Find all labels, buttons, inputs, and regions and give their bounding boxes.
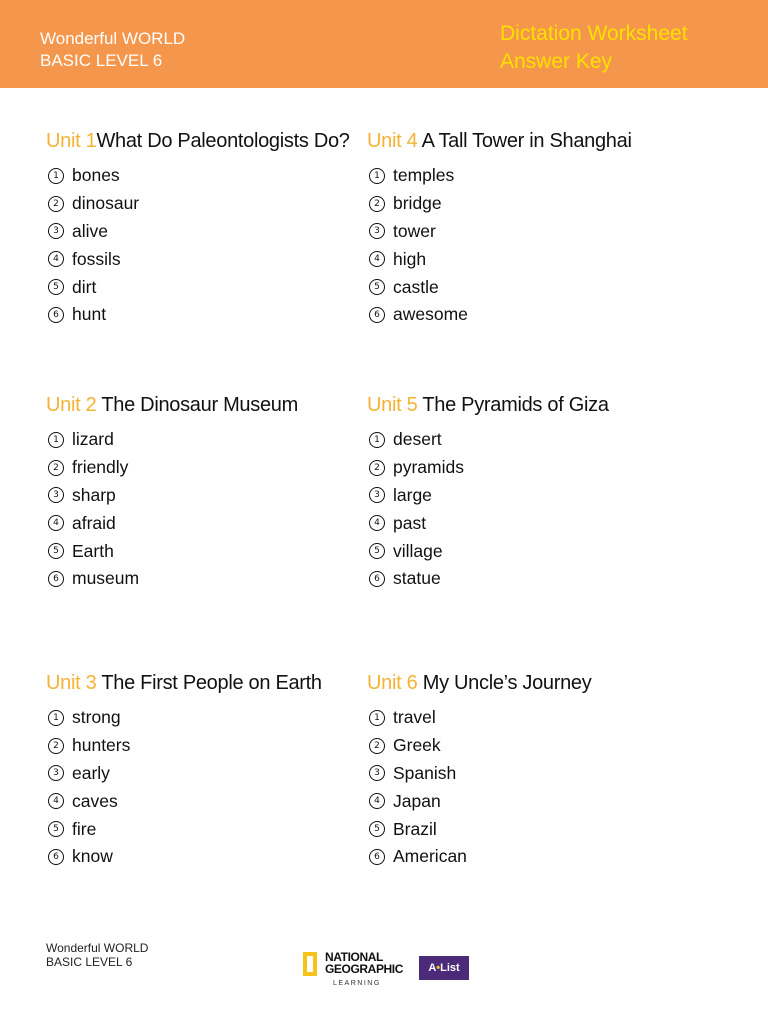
unit-name: What Do Paleontologists Do? — [96, 130, 350, 152]
answer-word: know — [72, 846, 113, 867]
answer-word: dinosaur — [72, 193, 140, 214]
answer-item — [367, 787, 687, 815]
circled-number: 6 — [369, 571, 385, 587]
answer-item — [367, 190, 687, 218]
circled-number: 3 — [369, 223, 385, 239]
unit-label: Unit 2 — [46, 394, 97, 416]
answer-word: lizard — [72, 429, 114, 450]
answer-word: bridge — [393, 193, 442, 214]
answer-word: Earth — [72, 540, 114, 561]
answer-item — [46, 732, 366, 760]
answer-word: hunters — [72, 735, 131, 756]
circled-number: 1 — [48, 432, 64, 448]
header-series: Wonderful WORLD — [40, 29, 186, 48]
publisher-line1: NATIONAL — [325, 950, 383, 964]
answer-item — [46, 273, 366, 301]
answer-item — [367, 509, 687, 537]
answer-list — [46, 426, 366, 593]
circled-number: 3 — [48, 487, 64, 503]
answer-word: Greek — [393, 735, 441, 756]
answer-item — [46, 426, 366, 454]
circled-number: 4 — [48, 793, 64, 809]
answer-item — [367, 732, 687, 760]
circled-number: 1 — [369, 710, 385, 726]
answer-item — [367, 482, 687, 510]
circled-number: 2 — [369, 460, 385, 476]
circled-number: 3 — [369, 765, 385, 781]
circled-number: 2 — [369, 196, 385, 212]
answer-word: caves — [72, 790, 118, 811]
answer-list — [367, 162, 687, 329]
yellow-border-icon — [303, 952, 317, 976]
circled-number: 6 — [48, 571, 64, 587]
unit-block — [367, 392, 687, 593]
unit-label: Unit 1 — [46, 130, 97, 152]
answer-word: tower — [393, 220, 436, 241]
header-series-info — [40, 28, 185, 72]
answer-word: high — [393, 248, 427, 269]
footer-level: BASIC LEVEL 6 — [46, 955, 133, 969]
circled-number: 5 — [369, 821, 385, 837]
unit-label: Unit 4 — [367, 130, 418, 152]
unit-name: My Uncle’s Journey — [422, 672, 592, 694]
circled-number: 6 — [369, 307, 385, 323]
answer-word: castle — [393, 276, 439, 297]
answer-word: awesome — [393, 304, 468, 325]
answer-word: Japan — [393, 790, 441, 811]
answer-word: American — [393, 846, 467, 867]
circled-number: 4 — [369, 515, 385, 531]
circled-number: 6 — [369, 849, 385, 865]
unit-name: A Tall Tower in Shanghai — [421, 130, 632, 152]
answer-word: statue — [393, 568, 441, 589]
unit-title — [367, 670, 687, 696]
answer-item — [46, 509, 366, 537]
unit-name: The First People on Earth — [101, 672, 322, 694]
answer-item — [367, 815, 687, 843]
a-list-logo — [419, 956, 469, 980]
unit-name: The Dinosaur Museum — [101, 394, 298, 416]
answer-item — [46, 162, 366, 190]
answer-item — [367, 537, 687, 565]
answer-word: past — [393, 512, 427, 533]
answer-item — [367, 273, 687, 301]
footer-series-info — [46, 941, 148, 969]
answer-word: Brazil — [393, 818, 437, 839]
answer-item — [367, 245, 687, 273]
circled-number: 4 — [369, 251, 385, 267]
circled-number: 2 — [48, 196, 64, 212]
national-geographic-logo — [303, 950, 413, 990]
answer-item — [46, 245, 366, 273]
unit-block — [46, 670, 366, 871]
circled-number: 5 — [48, 279, 64, 295]
answer-word: alive — [72, 220, 108, 241]
unit-label: Unit 6 — [367, 672, 418, 694]
answer-item — [46, 190, 366, 218]
answer-word: temples — [393, 165, 455, 186]
publisher-sub: LEARNING — [333, 980, 381, 987]
circled-number: 5 — [369, 543, 385, 559]
page-header — [0, 0, 768, 88]
a-list-rest: List — [440, 962, 460, 974]
answer-list — [46, 704, 366, 871]
answer-item — [367, 760, 687, 788]
answer-word: hunt — [72, 304, 107, 325]
answer-list — [367, 704, 687, 871]
answer-item — [46, 301, 366, 329]
answer-word: bones — [72, 165, 120, 186]
circled-number: 6 — [48, 849, 64, 865]
answer-item — [367, 162, 687, 190]
circled-number: 5 — [48, 543, 64, 559]
publisher-name — [325, 951, 403, 975]
answer-word: fire — [72, 818, 97, 839]
answer-word: museum — [72, 568, 140, 589]
answer-item — [46, 565, 366, 593]
answer-word: large — [393, 484, 432, 505]
header-level: BASIC LEVEL 6 — [40, 51, 163, 70]
answer-item — [46, 454, 366, 482]
circled-number: 2 — [48, 460, 64, 476]
answer-word: village — [393, 540, 443, 561]
circled-number: 3 — [48, 223, 64, 239]
answer-item — [367, 301, 687, 329]
unit-label: Unit 3 — [46, 672, 97, 694]
answer-item — [46, 787, 366, 815]
answer-item — [367, 843, 687, 871]
answer-item — [46, 843, 366, 871]
circled-number: 1 — [48, 710, 64, 726]
unit-title — [46, 670, 366, 696]
circled-number: 4 — [48, 251, 64, 267]
answer-word: friendly — [72, 457, 129, 478]
unit-name: The Pyramids of Giza — [422, 394, 609, 416]
answer-item — [46, 537, 366, 565]
answer-list — [46, 162, 366, 329]
answer-word: pyramids — [393, 457, 464, 478]
answer-item — [367, 426, 687, 454]
answer-item — [46, 482, 366, 510]
unit-block — [367, 128, 687, 329]
circled-number: 5 — [369, 279, 385, 295]
header-doc-title — [500, 20, 688, 76]
circled-number: 4 — [369, 793, 385, 809]
circled-number: 3 — [369, 487, 385, 503]
circled-number: 1 — [369, 168, 385, 184]
unit-title — [46, 128, 366, 154]
answer-word: desert — [393, 429, 442, 450]
unit-title — [367, 128, 687, 154]
circled-number: 6 — [48, 307, 64, 323]
a-list-a: A — [428, 962, 437, 974]
answer-item — [46, 218, 366, 246]
answer-word: Spanish — [393, 762, 457, 783]
unit-block — [367, 670, 687, 871]
circled-number: 1 — [48, 168, 64, 184]
unit-block — [46, 128, 366, 329]
worksheet-title: Dictation Worksheet — [500, 22, 688, 45]
answer-item — [46, 760, 366, 788]
answer-word: dirt — [72, 276, 97, 297]
unit-title — [367, 392, 687, 418]
answer-item — [367, 704, 687, 732]
answer-item — [46, 704, 366, 732]
answer-list — [367, 426, 687, 593]
circled-number: 5 — [48, 821, 64, 837]
answer-item — [46, 815, 366, 843]
answer-word: travel — [393, 707, 436, 728]
circled-number: 2 — [48, 738, 64, 754]
circled-number: 3 — [48, 765, 64, 781]
unit-title — [46, 392, 366, 418]
worksheet-subtitle: Answer Key — [500, 50, 613, 73]
publisher-line2: GEOGRAPHIC — [325, 962, 404, 976]
answer-word: early — [72, 762, 110, 783]
circled-number: 4 — [48, 515, 64, 531]
answer-item — [367, 218, 687, 246]
answer-word: afraid — [72, 512, 116, 533]
a-list-dot: • — [436, 962, 441, 974]
unit-block — [46, 392, 366, 593]
answer-word: sharp — [72, 484, 116, 505]
footer-series: Wonderful WORLD — [46, 941, 149, 955]
answer-word: fossils — [72, 248, 121, 269]
answer-item — [367, 565, 687, 593]
answer-word: strong — [72, 707, 121, 728]
circled-number: 2 — [369, 738, 385, 754]
unit-label: Unit 5 — [367, 394, 418, 416]
answer-item — [367, 454, 687, 482]
circled-number: 1 — [369, 432, 385, 448]
